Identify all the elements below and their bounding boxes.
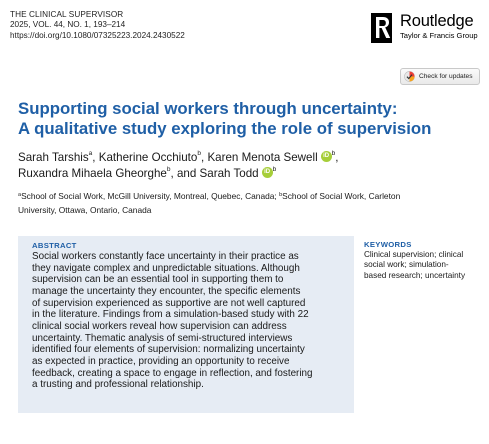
abstract-line: they navigate complex and unpredictable situations. Although bbox=[32, 262, 300, 274]
doi-link[interactable]: https://doi.org/10.1080/07325223.2024.2430522 bbox=[10, 30, 185, 40]
keywords-line: based research; uncertainty bbox=[364, 270, 466, 280]
check-for-updates-button[interactable] bbox=[400, 68, 480, 85]
title-line-2: A qualitative study exploring the role of supervision bbox=[18, 118, 432, 138]
routledge-logo-icon bbox=[369, 12, 395, 44]
affiliation-b-continued: University, Ottawa, Ontario, Canada bbox=[18, 204, 152, 215]
author-affiliation-sup: b bbox=[166, 165, 171, 173]
crossmark-icon bbox=[404, 71, 415, 82]
author-affiliation-sup: b bbox=[331, 150, 336, 157]
author-separator: , bbox=[335, 151, 342, 164]
author-separator: , and bbox=[170, 166, 200, 180]
author-line-1 bbox=[18, 150, 342, 166]
keywords-section bbox=[364, 240, 465, 281]
abstract-line: feedback, creating a space to engage in reflection, and fostering bbox=[32, 367, 313, 379]
publisher-subtitle: Taylor & Francis Group bbox=[400, 31, 478, 40]
author-affiliation-sup: b bbox=[197, 150, 201, 157]
author-affiliation-sup: b bbox=[272, 165, 277, 173]
abstract-body bbox=[32, 251, 344, 391]
abstract-line: Social workers constantly face uncertainty in their practice as bbox=[32, 251, 299, 262]
author-name[interactable]: Sarah Todd bbox=[199, 166, 259, 180]
abstract-box bbox=[18, 236, 354, 413]
abstract-line: supervision can be an essential tool in supporting them to bbox=[32, 274, 284, 286]
abstract-line: clinical social workers reveal how supervision can address bbox=[32, 320, 287, 332]
orcid-icon[interactable]: iD bbox=[262, 167, 273, 178]
journal-header bbox=[10, 10, 185, 41]
check-for-updates-label: Check for updates bbox=[419, 73, 473, 80]
keywords-line: Clinical supervision; clinical bbox=[364, 250, 464, 259]
keywords-heading: KEYWORDS bbox=[364, 240, 412, 249]
affiliations bbox=[18, 191, 478, 216]
abstract-heading: ABSTRACT bbox=[32, 241, 77, 250]
affiliation-a: School of Social Work, McGill University, Montreal, Quebec, Canada; bbox=[21, 191, 280, 201]
publisher-logo bbox=[369, 12, 478, 44]
author-name[interactable]: Katherine Occhiuto bbox=[98, 151, 198, 164]
abstract-line: of supervision experienced as supportive are not well captured bbox=[32, 297, 306, 309]
abstract-line: uncertainty. Thematic analysis of semi-structured interviews bbox=[32, 332, 293, 344]
author-name[interactable]: Karen Menota Sewell bbox=[207, 151, 318, 164]
keywords-line: social work; simulation- bbox=[364, 260, 449, 270]
author-line-2 bbox=[18, 166, 342, 182]
author-separator: , bbox=[92, 151, 99, 164]
affiliation-a-sup: a bbox=[18, 192, 22, 198]
author-separator: , bbox=[200, 151, 208, 164]
abstract-line: in the literature. Findings from a simulation-based study with 22 bbox=[32, 309, 309, 321]
journal-name: THE CLINICAL SUPERVISOR bbox=[10, 10, 124, 19]
abstract-line: as expected in practice, providing an opportunity to receive bbox=[32, 355, 290, 367]
abstract-line: identified four elements of supervision: normalizing uncertainty bbox=[32, 344, 305, 356]
abstract-line: manage the uncertainty they encounter, the specific elements bbox=[32, 285, 301, 297]
title-line-1: Supporting social workers through uncertainty: bbox=[18, 99, 398, 118]
publisher-name: Routledge bbox=[400, 12, 474, 30]
affiliation-b: School of Social Work, Carleton bbox=[282, 191, 401, 201]
orcid-icon[interactable]: iD bbox=[321, 151, 332, 162]
keywords-body bbox=[364, 250, 465, 281]
author-list bbox=[18, 150, 342, 181]
article-title bbox=[18, 99, 431, 138]
author-name[interactable]: Sarah Tarshis bbox=[18, 151, 89, 164]
author-affiliation-sup: a bbox=[88, 150, 93, 157]
author-name[interactable]: Ruxandra Mihaela Gheorghe bbox=[18, 166, 167, 180]
affiliation-b-sup: b bbox=[279, 192, 283, 198]
abstract-line: a trusting and professional relationship. bbox=[32, 379, 204, 391]
journal-volume-info: 2025, VOL. 44, NO. 1, 193–214 bbox=[10, 20, 126, 30]
